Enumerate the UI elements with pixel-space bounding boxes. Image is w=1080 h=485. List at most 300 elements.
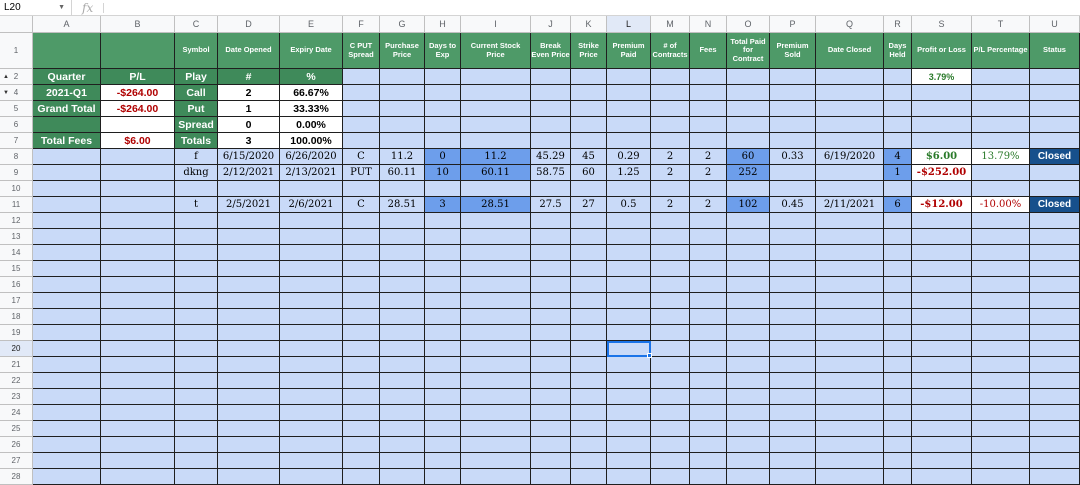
cell-u15[interactable] — [1030, 261, 1080, 277]
cell-q16[interactable] — [816, 277, 884, 293]
cell-j9[interactable]: 58.75 — [531, 165, 571, 181]
cell-m22[interactable] — [651, 373, 690, 389]
cell-g26[interactable] — [380, 437, 425, 453]
cell-g7[interactable] — [380, 133, 425, 149]
cell-t24[interactable] — [972, 405, 1030, 421]
cell-s2[interactable]: 3.79% — [912, 69, 972, 85]
cell-n1[interactable]: Fees — [690, 33, 727, 69]
cell-b12[interactable] — [101, 213, 175, 229]
row-header-23[interactable] — [0, 389, 33, 405]
cell-s19[interactable] — [912, 325, 972, 341]
cell-r21[interactable] — [884, 357, 912, 373]
cell-n22[interactable] — [690, 373, 727, 389]
cell-f15[interactable] — [343, 261, 380, 277]
cell-l15[interactable] — [607, 261, 651, 277]
cell-i24[interactable] — [461, 405, 531, 421]
cell-j17[interactable] — [531, 293, 571, 309]
cell-j23[interactable] — [531, 389, 571, 405]
cell-k12[interactable] — [571, 213, 607, 229]
cell-l18[interactable] — [607, 309, 651, 325]
cell-i16[interactable] — [461, 277, 531, 293]
cell-i10[interactable] — [461, 181, 531, 197]
cell-p27[interactable] — [770, 453, 816, 469]
cell-q19[interactable] — [816, 325, 884, 341]
cell-h8[interactable]: 0 — [425, 149, 461, 165]
cell-h13[interactable] — [425, 229, 461, 245]
cell-u25[interactable] — [1030, 421, 1080, 437]
cell-o23[interactable] — [727, 389, 770, 405]
cell-s14[interactable] — [912, 245, 972, 261]
cell-u28[interactable] — [1030, 469, 1080, 485]
cell-a24[interactable] — [33, 405, 101, 421]
cell-j5[interactable] — [531, 101, 571, 117]
cell-k19[interactable] — [571, 325, 607, 341]
cell-f14[interactable] — [343, 245, 380, 261]
cell-b18[interactable] — [101, 309, 175, 325]
select-all-corner[interactable] — [0, 16, 33, 33]
cell-u6[interactable] — [1030, 117, 1080, 133]
cell-i14[interactable] — [461, 245, 531, 261]
cell-n19[interactable] — [690, 325, 727, 341]
cell-c28[interactable] — [175, 469, 218, 485]
cell-i13[interactable] — [461, 229, 531, 245]
cell-i22[interactable] — [461, 373, 531, 389]
cell-l5[interactable] — [607, 101, 651, 117]
cell-r27[interactable] — [884, 453, 912, 469]
cell-c2[interactable]: Play — [175, 69, 218, 85]
cell-f6[interactable] — [343, 117, 380, 133]
cell-q24[interactable] — [816, 405, 884, 421]
cell-h10[interactable] — [425, 181, 461, 197]
cell-b20[interactable] — [101, 341, 175, 357]
cell-c5[interactable]: Put — [175, 101, 218, 117]
cell-f24[interactable] — [343, 405, 380, 421]
cell-l20[interactable] — [607, 341, 651, 357]
cell-q25[interactable] — [816, 421, 884, 437]
cell-a19[interactable] — [33, 325, 101, 341]
cell-b9[interactable] — [101, 165, 175, 181]
cell-j12[interactable] — [531, 213, 571, 229]
cell-s13[interactable] — [912, 229, 972, 245]
cell-l2[interactable] — [607, 69, 651, 85]
cell-j13[interactable] — [531, 229, 571, 245]
cell-c21[interactable] — [175, 357, 218, 373]
cell-q22[interactable] — [816, 373, 884, 389]
cell-m4[interactable] — [651, 85, 690, 101]
cell-l26[interactable] — [607, 437, 651, 453]
cell-e9[interactable]: 2/13/2021 — [280, 165, 343, 181]
cell-j11[interactable]: 27.5 — [531, 197, 571, 213]
cell-n25[interactable] — [690, 421, 727, 437]
cell-n9[interactable]: 2 — [690, 165, 727, 181]
cell-h25[interactable] — [425, 421, 461, 437]
cell-o18[interactable] — [727, 309, 770, 325]
cell-p15[interactable] — [770, 261, 816, 277]
cell-j6[interactable] — [531, 117, 571, 133]
cell-b25[interactable] — [101, 421, 175, 437]
cell-h27[interactable] — [425, 453, 461, 469]
cell-n4[interactable] — [690, 85, 727, 101]
cell-a26[interactable] — [33, 437, 101, 453]
cell-m26[interactable] — [651, 437, 690, 453]
cell-c22[interactable] — [175, 373, 218, 389]
cell-h22[interactable] — [425, 373, 461, 389]
cell-o19[interactable] — [727, 325, 770, 341]
cell-f19[interactable] — [343, 325, 380, 341]
cell-d13[interactable] — [218, 229, 280, 245]
cell-e8[interactable]: 6/26/2020 — [280, 149, 343, 165]
cell-t14[interactable] — [972, 245, 1030, 261]
cell-m13[interactable] — [651, 229, 690, 245]
cell-s23[interactable] — [912, 389, 972, 405]
cell-m20[interactable] — [651, 341, 690, 357]
cell-q14[interactable] — [816, 245, 884, 261]
cell-i23[interactable] — [461, 389, 531, 405]
cell-o16[interactable] — [727, 277, 770, 293]
cell-d11[interactable]: 2/5/2021 — [218, 197, 280, 213]
cell-g8[interactable]: 11.2 — [380, 149, 425, 165]
cell-f27[interactable] — [343, 453, 380, 469]
cell-r6[interactable] — [884, 117, 912, 133]
cell-q4[interactable] — [816, 85, 884, 101]
cell-k9[interactable]: 60 — [571, 165, 607, 181]
cell-n28[interactable] — [690, 469, 727, 485]
cell-d1[interactable]: Date Opened — [218, 33, 280, 69]
cell-a1[interactable] — [33, 33, 101, 69]
cell-t12[interactable] — [972, 213, 1030, 229]
cell-i21[interactable] — [461, 357, 531, 373]
cell-o5[interactable] — [727, 101, 770, 117]
cell-p26[interactable] — [770, 437, 816, 453]
row-header-17[interactable] — [0, 293, 33, 309]
cell-m9[interactable]: 2 — [651, 165, 690, 181]
cell-d21[interactable] — [218, 357, 280, 373]
column-header-d[interactable]: D — [218, 16, 280, 33]
cell-p5[interactable] — [770, 101, 816, 117]
cell-a14[interactable] — [33, 245, 101, 261]
cell-l19[interactable] — [607, 325, 651, 341]
cell-i19[interactable] — [461, 325, 531, 341]
cell-n18[interactable] — [690, 309, 727, 325]
cell-k11[interactable]: 27 — [571, 197, 607, 213]
cell-f21[interactable] — [343, 357, 380, 373]
cell-u2[interactable] — [1030, 69, 1080, 85]
cell-g6[interactable] — [380, 117, 425, 133]
cell-c24[interactable] — [175, 405, 218, 421]
cell-o11[interactable]: 102 — [727, 197, 770, 213]
cell-q23[interactable] — [816, 389, 884, 405]
cell-t19[interactable] — [972, 325, 1030, 341]
cell-t10[interactable] — [972, 181, 1030, 197]
cell-h5[interactable] — [425, 101, 461, 117]
cell-l24[interactable] — [607, 405, 651, 421]
cell-n11[interactable]: 2 — [690, 197, 727, 213]
cell-r9[interactable]: 1 — [884, 165, 912, 181]
cell-r19[interactable] — [884, 325, 912, 341]
cell-p21[interactable] — [770, 357, 816, 373]
cell-f9[interactable]: PUT — [343, 165, 380, 181]
cell-d19[interactable] — [218, 325, 280, 341]
cell-t18[interactable] — [972, 309, 1030, 325]
cell-c16[interactable] — [175, 277, 218, 293]
cell-e5[interactable]: 33.33% — [280, 101, 343, 117]
cell-m5[interactable] — [651, 101, 690, 117]
cell-l22[interactable] — [607, 373, 651, 389]
cell-k15[interactable] — [571, 261, 607, 277]
cell-t23[interactable] — [972, 389, 1030, 405]
cell-n15[interactable] — [690, 261, 727, 277]
cell-t28[interactable] — [972, 469, 1030, 485]
cell-d14[interactable] — [218, 245, 280, 261]
cell-p24[interactable] — [770, 405, 816, 421]
cell-l14[interactable] — [607, 245, 651, 261]
name-box[interactable] — [0, 0, 72, 16]
cell-i5[interactable] — [461, 101, 531, 117]
cell-d20[interactable] — [218, 341, 280, 357]
column-header-f[interactable]: F — [343, 16, 380, 33]
cell-j25[interactable] — [531, 421, 571, 437]
cell-a9[interactable] — [33, 165, 101, 181]
cell-m18[interactable] — [651, 309, 690, 325]
row-header-22[interactable] — [0, 373, 33, 389]
cell-o22[interactable] — [727, 373, 770, 389]
cell-c11[interactable]: t — [175, 197, 218, 213]
cell-u18[interactable] — [1030, 309, 1080, 325]
cell-s27[interactable] — [912, 453, 972, 469]
cell-l27[interactable] — [607, 453, 651, 469]
cell-l17[interactable] — [607, 293, 651, 309]
cell-h23[interactable] — [425, 389, 461, 405]
cell-d10[interactable] — [218, 181, 280, 197]
column-header-p[interactable]: P — [770, 16, 816, 33]
cell-c20[interactable] — [175, 341, 218, 357]
cell-b5[interactable]: -$264.00 — [101, 101, 175, 117]
cell-u10[interactable] — [1030, 181, 1080, 197]
cell-k23[interactable] — [571, 389, 607, 405]
column-header-m[interactable]: M — [651, 16, 690, 33]
column-header-c[interactable]: C — [175, 16, 218, 33]
cell-u24[interactable] — [1030, 405, 1080, 421]
cell-g16[interactable] — [380, 277, 425, 293]
cell-i2[interactable] — [461, 69, 531, 85]
cell-f26[interactable] — [343, 437, 380, 453]
column-header-l[interactable]: L — [607, 16, 651, 33]
cell-n26[interactable] — [690, 437, 727, 453]
cell-h4[interactable] — [425, 85, 461, 101]
cell-f7[interactable] — [343, 133, 380, 149]
cell-r14[interactable] — [884, 245, 912, 261]
cell-u4[interactable] — [1030, 85, 1080, 101]
cell-j19[interactable] — [531, 325, 571, 341]
cell-r23[interactable] — [884, 389, 912, 405]
cell-s17[interactable] — [912, 293, 972, 309]
cell-o20[interactable] — [727, 341, 770, 357]
cell-g20[interactable] — [380, 341, 425, 357]
cell-b10[interactable] — [101, 181, 175, 197]
cell-p1[interactable]: Premium Sold — [770, 33, 816, 69]
cell-r1[interactable]: Days Held — [884, 33, 912, 69]
cell-s9[interactable]: -$252.00 — [912, 165, 972, 181]
cell-t21[interactable] — [972, 357, 1030, 373]
cell-f18[interactable] — [343, 309, 380, 325]
cell-d15[interactable] — [218, 261, 280, 277]
cell-p16[interactable] — [770, 277, 816, 293]
cell-g19[interactable] — [380, 325, 425, 341]
cell-h1[interactable]: Days to Exp — [425, 33, 461, 69]
row-header-21[interactable] — [0, 357, 33, 373]
cell-t20[interactable] — [972, 341, 1030, 357]
column-header-k[interactable]: K — [571, 16, 607, 33]
cell-i8[interactable]: 11.2 — [461, 149, 531, 165]
cell-m15[interactable] — [651, 261, 690, 277]
cell-m17[interactable] — [651, 293, 690, 309]
cell-k26[interactable] — [571, 437, 607, 453]
cell-h9[interactable]: 10 — [425, 165, 461, 181]
cell-s24[interactable] — [912, 405, 972, 421]
cell-e14[interactable] — [280, 245, 343, 261]
cell-l11[interactable]: 0.5 — [607, 197, 651, 213]
cell-l9[interactable]: 1.25 — [607, 165, 651, 181]
cell-p6[interactable] — [770, 117, 816, 133]
cell-j26[interactable] — [531, 437, 571, 453]
cell-e27[interactable] — [280, 453, 343, 469]
cell-u27[interactable] — [1030, 453, 1080, 469]
cell-q10[interactable] — [816, 181, 884, 197]
cell-u1[interactable]: Status — [1030, 33, 1080, 69]
cell-n20[interactable] — [690, 341, 727, 357]
cell-o21[interactable] — [727, 357, 770, 373]
cell-a25[interactable] — [33, 421, 101, 437]
cell-q21[interactable] — [816, 357, 884, 373]
cell-o27[interactable] — [727, 453, 770, 469]
cell-c8[interactable]: f — [175, 149, 218, 165]
cell-l4[interactable] — [607, 85, 651, 101]
cell-f12[interactable] — [343, 213, 380, 229]
cell-b27[interactable] — [101, 453, 175, 469]
cell-e1[interactable]: Expiry Date — [280, 33, 343, 69]
cell-f16[interactable] — [343, 277, 380, 293]
cell-g21[interactable] — [380, 357, 425, 373]
column-header-u[interactable]: U — [1030, 16, 1080, 33]
cell-a23[interactable] — [33, 389, 101, 405]
cell-g28[interactable] — [380, 469, 425, 485]
cell-m10[interactable] — [651, 181, 690, 197]
cell-b2[interactable]: P/L — [101, 69, 175, 85]
cell-j21[interactable] — [531, 357, 571, 373]
column-header-q[interactable]: Q — [816, 16, 884, 33]
cell-o26[interactable] — [727, 437, 770, 453]
cell-c18[interactable] — [175, 309, 218, 325]
cell-t6[interactable] — [972, 117, 1030, 133]
cell-p2[interactable] — [770, 69, 816, 85]
cell-e28[interactable] — [280, 469, 343, 485]
cell-u11[interactable]: Closed — [1030, 197, 1080, 213]
cell-m7[interactable] — [651, 133, 690, 149]
cell-h14[interactable] — [425, 245, 461, 261]
cell-g10[interactable] — [380, 181, 425, 197]
cell-a4[interactable]: 2021-Q1 — [33, 85, 101, 101]
cell-r15[interactable] — [884, 261, 912, 277]
cell-h18[interactable] — [425, 309, 461, 325]
cell-h12[interactable] — [425, 213, 461, 229]
cell-e25[interactable] — [280, 421, 343, 437]
cell-r7[interactable] — [884, 133, 912, 149]
cell-p14[interactable] — [770, 245, 816, 261]
cell-t4[interactable] — [972, 85, 1030, 101]
cell-m6[interactable] — [651, 117, 690, 133]
cell-n23[interactable] — [690, 389, 727, 405]
cell-e22[interactable] — [280, 373, 343, 389]
cell-m11[interactable]: 2 — [651, 197, 690, 213]
fill-handle[interactable] — [647, 353, 652, 358]
cell-h19[interactable] — [425, 325, 461, 341]
column-header-s[interactable]: S — [912, 16, 972, 33]
cell-j15[interactable] — [531, 261, 571, 277]
cell-n17[interactable] — [690, 293, 727, 309]
cell-n12[interactable] — [690, 213, 727, 229]
cell-p28[interactable] — [770, 469, 816, 485]
cell-t22[interactable] — [972, 373, 1030, 389]
cell-d4[interactable]: 2 — [218, 85, 280, 101]
column-header-b[interactable]: B — [101, 16, 175, 33]
cell-c4[interactable]: Call — [175, 85, 218, 101]
cell-k22[interactable] — [571, 373, 607, 389]
cell-q5[interactable] — [816, 101, 884, 117]
cell-t8[interactable]: 13.79% — [972, 149, 1030, 165]
cell-m16[interactable] — [651, 277, 690, 293]
cell-r12[interactable] — [884, 213, 912, 229]
cell-j1[interactable]: Break Even Price — [531, 33, 571, 69]
cell-c12[interactable] — [175, 213, 218, 229]
cell-k18[interactable] — [571, 309, 607, 325]
row-header-18[interactable] — [0, 309, 33, 325]
cell-g17[interactable] — [380, 293, 425, 309]
cell-e16[interactable] — [280, 277, 343, 293]
cell-f28[interactable] — [343, 469, 380, 485]
row-header-11[interactable] — [0, 197, 33, 213]
cell-n21[interactable] — [690, 357, 727, 373]
cell-m25[interactable] — [651, 421, 690, 437]
cell-r4[interactable] — [884, 85, 912, 101]
group-collapse-icon[interactable]: ▲ — [3, 73, 9, 80]
row-header-26[interactable] — [0, 437, 33, 453]
cell-p12[interactable] — [770, 213, 816, 229]
cell-g11[interactable]: 28.51 — [380, 197, 425, 213]
cell-g9[interactable]: 60.11 — [380, 165, 425, 181]
cell-u26[interactable] — [1030, 437, 1080, 453]
cell-e7[interactable]: 100.00% — [280, 133, 343, 149]
cell-c15[interactable] — [175, 261, 218, 277]
cell-r20[interactable] — [884, 341, 912, 357]
cell-p8[interactable]: 0.33 — [770, 149, 816, 165]
cell-e10[interactable] — [280, 181, 343, 197]
cell-c6[interactable]: Spread — [175, 117, 218, 133]
cell-l13[interactable] — [607, 229, 651, 245]
cell-k13[interactable] — [571, 229, 607, 245]
cell-d25[interactable] — [218, 421, 280, 437]
cell-c7[interactable]: Totals — [175, 133, 218, 149]
cell-g2[interactable] — [380, 69, 425, 85]
cell-r11[interactable]: 6 — [884, 197, 912, 213]
cell-h26[interactable] — [425, 437, 461, 453]
cell-j28[interactable] — [531, 469, 571, 485]
cell-m12[interactable] — [651, 213, 690, 229]
cell-r13[interactable] — [884, 229, 912, 245]
cell-n27[interactable] — [690, 453, 727, 469]
cell-g23[interactable] — [380, 389, 425, 405]
cell-e21[interactable] — [280, 357, 343, 373]
cell-b26[interactable] — [101, 437, 175, 453]
